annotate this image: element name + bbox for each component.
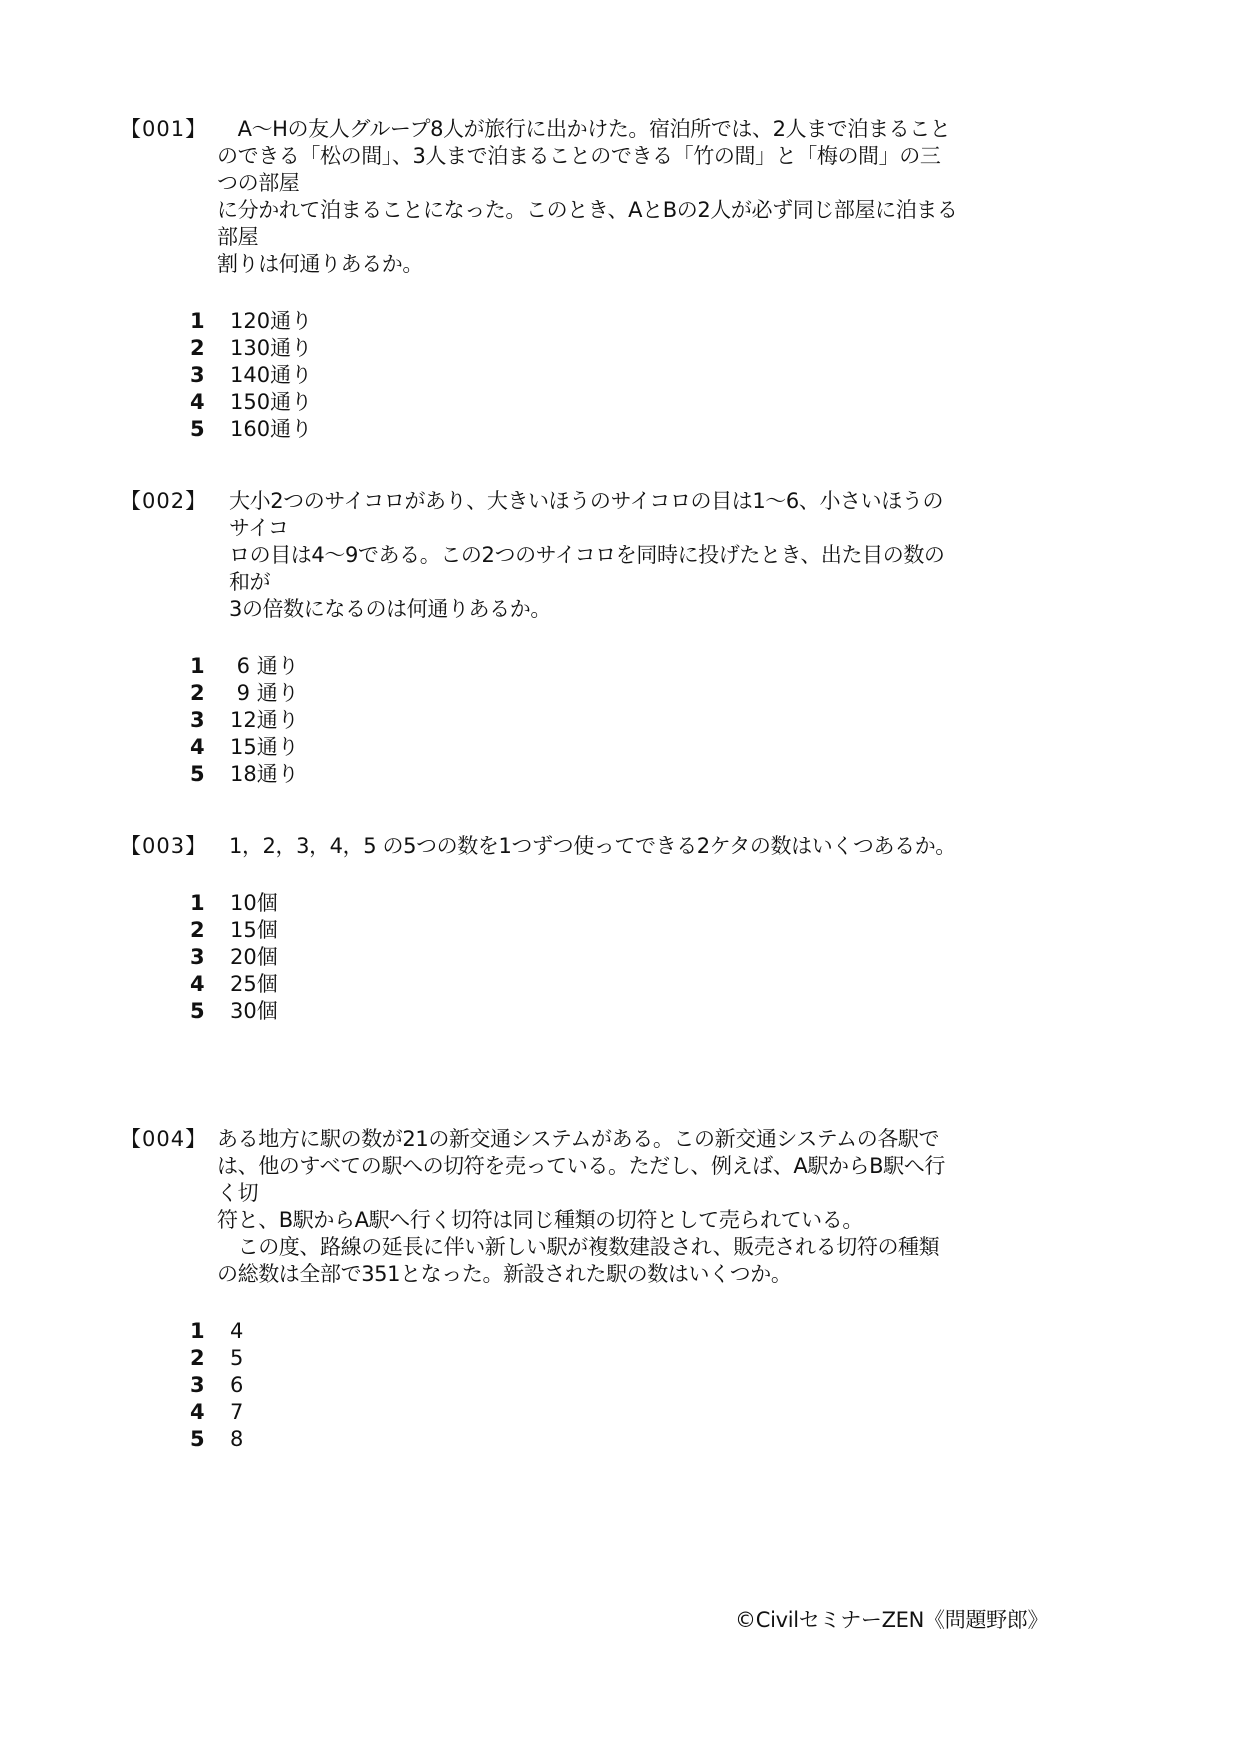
choice-number: 5 [190, 762, 205, 786]
choice-number: 2 [190, 1346, 205, 1370]
choice-text: 9 通り [230, 681, 299, 705]
choice-item [190, 389, 960, 416]
question-003 [120, 833, 960, 1025]
question-number: 【003】 [120, 834, 208, 858]
choice-item [190, 416, 960, 443]
choice-text: 7 [230, 1400, 244, 1424]
question-text: ある地方に駅の数が21の新交通システムがある。この新交通システムの各駅で は、他のすべての駅への切符を売っている。ただし、例えば、A駅からB駅へ行く切 符と、B駅からA駅へ行く切符は同じ種類の切符として売られている。 この度、路線の延長に伴い新しい駅が複数建設され、販売される切符の種類 の総数は全部で351となった。新設された駅の数はいくつか。 [217, 1127, 945, 1286]
choice-list [190, 1318, 960, 1453]
choice-item [190, 680, 960, 707]
choice-text: 18通り [230, 762, 299, 786]
choice-number: 5 [190, 999, 205, 1023]
choice-text: 15個 [230, 918, 278, 942]
copyright-footer: ©CivilセミナーZEN《問題野郎》 [735, 1608, 1049, 1632]
question-001 [120, 116, 960, 443]
choice-item [190, 890, 960, 917]
question-text: A～Hの友人グループ8人が旅行に出かけた。宿泊所では、2人まで泊まること のできる「松の間」、3人まで泊まることのできる「竹の間」と「梅の間」の三つの部屋 に分かれて泊まることになった。このとき、AとBの2人が必ず同じ部屋に泊まる部屋 割りは何通りあるか。 [217, 117, 958, 276]
choice-number: 3 [190, 945, 205, 969]
choice-item [190, 917, 960, 944]
choice-list [190, 653, 960, 788]
choice-item [190, 971, 960, 998]
choice-text: 130通り [230, 336, 313, 360]
question-number: 【004】 [120, 1127, 208, 1151]
choice-item [190, 761, 960, 788]
choice-item [190, 335, 960, 362]
question-number: 【001】 [120, 117, 208, 141]
choice-number: 1 [190, 309, 205, 333]
choice-text: 120通り [230, 309, 313, 333]
choice-text: 25個 [230, 972, 278, 996]
choice-text: 6 通り [230, 654, 299, 678]
choice-number: 4 [190, 735, 205, 759]
choice-number: 4 [190, 390, 205, 414]
choice-number: 1 [190, 891, 205, 915]
choice-number: 3 [190, 1373, 205, 1397]
choice-text: 20個 [230, 945, 278, 969]
choice-number: 2 [190, 681, 205, 705]
choice-number: 1 [190, 654, 205, 678]
question-number: 【002】 [120, 489, 208, 513]
choice-number: 3 [190, 363, 205, 387]
choice-list [190, 890, 960, 1025]
choice-item [190, 1426, 960, 1453]
choice-item [190, 1372, 960, 1399]
choice-text: 30個 [230, 999, 278, 1023]
choice-number: 4 [190, 1400, 205, 1424]
choice-item [190, 653, 960, 680]
choice-item [190, 998, 960, 1025]
question-004 [120, 1126, 960, 1453]
choice-number: 1 [190, 1319, 205, 1343]
choice-number: 4 [190, 972, 205, 996]
choice-item [190, 734, 960, 761]
choice-text: 4 [230, 1319, 244, 1343]
choice-number: 2 [190, 336, 205, 360]
choice-text: 8 [230, 1427, 244, 1451]
question-002 [120, 488, 960, 788]
choice-item [190, 1345, 960, 1372]
choice-list [190, 308, 960, 443]
choice-number: 5 [190, 417, 205, 441]
choice-item [190, 1318, 960, 1345]
question-text: 1，2，3，4，5 の5つの数を1つずつ使ってできる2ケタの数はいくつあるか。 [229, 834, 956, 858]
choice-item [190, 362, 960, 389]
choice-text: 6 [230, 1373, 244, 1397]
choice-number: 3 [190, 708, 205, 732]
choice-item [190, 308, 960, 335]
choice-text: 10個 [230, 891, 278, 915]
choice-text: 5 [230, 1346, 244, 1370]
choice-text: 140通り [230, 363, 313, 387]
choice-number: 2 [190, 918, 205, 942]
choice-item [190, 944, 960, 971]
choice-text: 150通り [230, 390, 313, 414]
choice-number: 5 [190, 1427, 205, 1451]
choice-text: 12通り [230, 708, 299, 732]
choice-text: 160通り [230, 417, 313, 441]
question-text: 大小2つのサイコロがあり、大きいほうのサイコロの目は1～6、小さいほうのサイコ ロの目は4～9である。この2つのサイコロを同時に投げたとき、出た目の数の和が 3の倍数になるのは何通りあるか。 [229, 489, 945, 621]
choice-item [190, 1399, 960, 1426]
choice-text: 15通り [230, 735, 299, 759]
choice-item [190, 707, 960, 734]
